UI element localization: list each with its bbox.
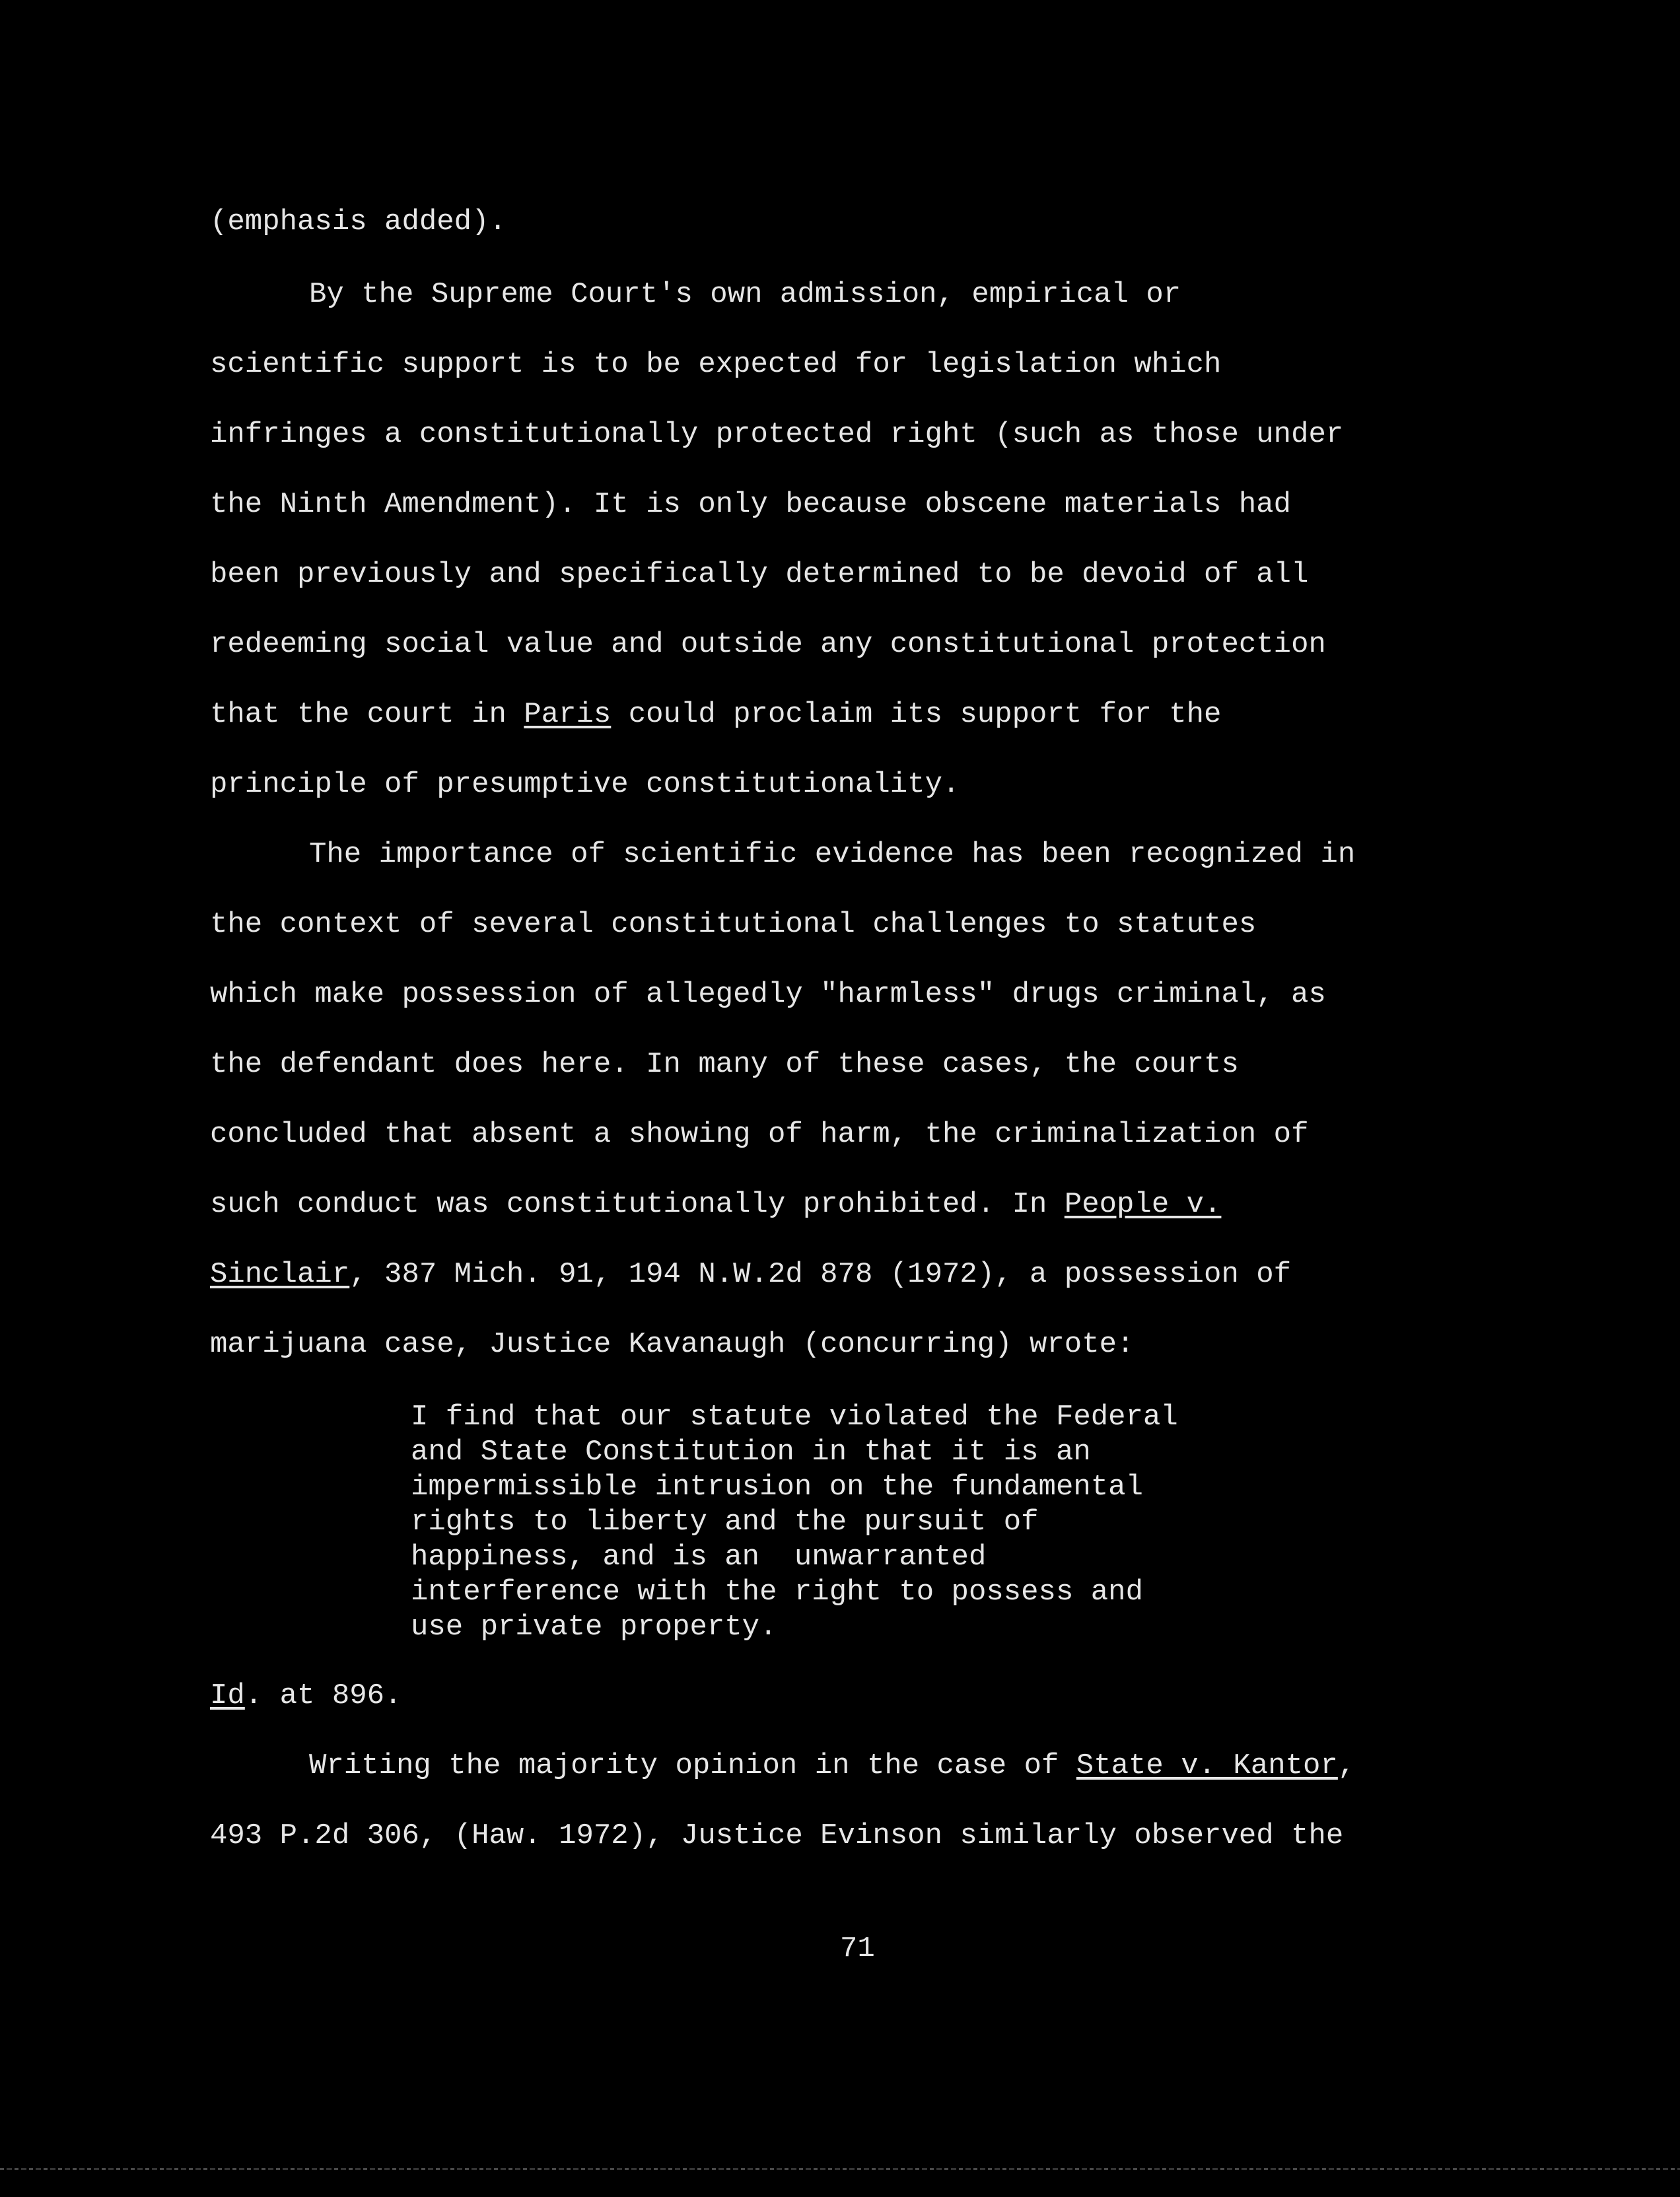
text-line: By the Supreme Court's own admission, empirical or: [309, 278, 1181, 311]
text-line: which make possession of allegedly "harmless" drugs criminal, as: [210, 978, 1326, 1011]
case-name-paris: Paris: [524, 698, 612, 731]
text-line: The importance of scientific evidence has been recognized in: [309, 838, 1356, 871]
text-line: Writing the majority opinion in the case of State v. Kantor,: [309, 1749, 1356, 1782]
quote-line: happiness, and is an unwarranted: [411, 1541, 987, 1574]
text-line: the Ninth Amendment). It is only because obscene materials had: [210, 488, 1292, 521]
text-line: scientific support is to be expected for legislation which: [210, 348, 1222, 381]
text-line: been previously and specifically determined to be devoid of all: [210, 558, 1309, 591]
text-line: infringes a constitutionally protected right (such as those under: [210, 418, 1344, 451]
text-line: concluded that absent a showing of harm, the criminalization of: [210, 1118, 1309, 1151]
quote-line: interference with the right to possess and: [411, 1576, 1143, 1609]
text-line: Sinclair, 387 Mich. 91, 194 N.W.2d 878 (1972), a possession of: [210, 1258, 1292, 1291]
quote-line: impermissible intrusion on the fundamental: [411, 1471, 1143, 1504]
text-line: (emphasis added).: [210, 205, 507, 238]
page-number: 71: [840, 1932, 875, 1965]
case-name-sinclair: Sinclair: [210, 1258, 350, 1291]
text-line: such conduct was constitutionally prohibited. In People v.: [210, 1188, 1222, 1221]
text-line: that the court in Paris could proclaim its support for the: [210, 698, 1222, 731]
text-line: the defendant does here. In many of these cases, the courts: [210, 1048, 1239, 1081]
case-name-state-v-kantor: State v. Kantor: [1076, 1749, 1338, 1782]
text-line: principle of presumptive constitutionality.: [210, 768, 960, 801]
quote-line: and State Constitution in that it is an: [411, 1436, 1091, 1469]
quote-line: use private property.: [411, 1611, 777, 1644]
text-line: marijuana case, Justice Kavanaugh (concurring) wrote:: [210, 1328, 1135, 1361]
id-citation: Id: [210, 1679, 245, 1712]
text-line: 493 P.2d 306, (Haw. 1972), Justice Evinson similarly observed the: [210, 1819, 1344, 1852]
quote-line: rights to liberty and the pursuit of: [411, 1506, 1039, 1539]
case-name-people-v: People v.: [1064, 1188, 1222, 1221]
text-line: the context of several constitutional challenges to statutes: [210, 908, 1257, 941]
scan-artifact-line: [0, 2168, 1680, 2170]
quote-line: I find that our statute violated the Federal: [411, 1401, 1178, 1434]
citation-line: Id. at 896.: [210, 1679, 402, 1712]
text-line: redeeming social value and outside any constitutional protection: [210, 628, 1326, 661]
